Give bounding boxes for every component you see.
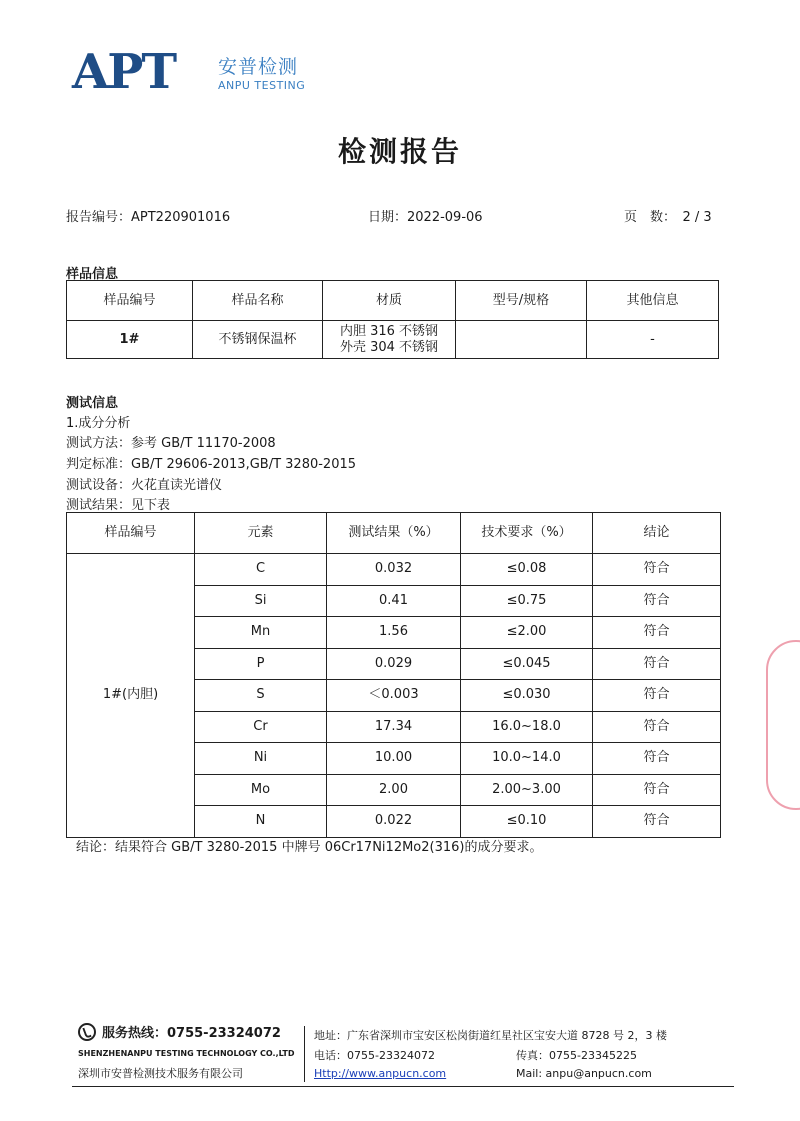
footer-divider: [304, 1026, 305, 1082]
company-name-en: SHENZHENANPU TESTING TECHNOLOGY CO.,LTD: [78, 1049, 295, 1058]
other-info-cell: -: [587, 321, 719, 359]
company-seal-stamp: [766, 640, 800, 810]
logo-cn-name: 安普检测: [218, 56, 299, 78]
header-cell: 测试结果（%）: [327, 513, 461, 554]
test-standard: 判定标准：GB/T 29606-2013,GB/T 3280-2015: [66, 457, 357, 472]
value-cell: 1.56: [327, 617, 461, 649]
element-cell: Mn: [195, 617, 327, 649]
report-number: 报告编号：APT220901016: [66, 210, 231, 225]
header-cell: 材质: [323, 281, 456, 321]
company-logo: [72, 44, 332, 100]
verdict-cell: 符合: [593, 680, 721, 712]
company-email: Mail: anpu@anpucn.com: [516, 1067, 652, 1080]
requirement-cell: 16.0~18.0: [461, 711, 593, 743]
results-table: [66, 512, 721, 838]
element-cell: Cr: [195, 711, 327, 743]
value-cell: 0.41: [327, 585, 461, 617]
header-cell: 样品编号: [67, 513, 195, 554]
sample-name-cell: 不锈钢保温杯: [193, 321, 323, 359]
value-cell: 0.022: [327, 806, 461, 838]
element-cell: C: [195, 554, 327, 586]
verdict-cell: 符合: [593, 711, 721, 743]
material-inner: 内胆 316 不锈钢: [339, 323, 439, 339]
value-cell: 10.00: [327, 743, 461, 775]
requirement-cell: ≤0.030: [461, 680, 593, 712]
table-row: [67, 554, 721, 586]
table-row: [67, 321, 719, 359]
requirement-cell: 2.00~3.00: [461, 774, 593, 806]
table-header-row: [67, 513, 721, 554]
value-cell: 2.00: [327, 774, 461, 806]
company-website-link[interactable]: Http://www.anpucn.com: [314, 1067, 447, 1080]
test-method: 测试方法：参考 GB/T 11170-2008: [66, 436, 276, 451]
sample-id-cell: 1#: [67, 321, 193, 359]
value-cell: 0.032: [327, 554, 461, 586]
requirement-cell: ≤0.045: [461, 648, 593, 680]
model-cell: [456, 321, 587, 359]
table-header-row: [67, 281, 719, 321]
value-cell: ＜0.003: [327, 680, 461, 712]
header-cell: 其他信息: [587, 281, 719, 321]
logo-mark: APT: [72, 44, 176, 100]
company-fax: 传真：0755-23345225: [516, 1049, 637, 1062]
logo-en-name: ANPU TESTING: [218, 79, 306, 92]
requirement-cell: 10.0~14.0: [461, 743, 593, 775]
header-cell: 结论: [593, 513, 721, 554]
element-cell: Si: [195, 585, 327, 617]
hotline-text: 服务热线：0755-23324072: [102, 1026, 281, 1041]
sample-info-heading: 样品信息: [66, 267, 119, 282]
test-result-note: 测试结果：见下表: [66, 498, 171, 513]
company-tel: 电话：0755-23324072: [314, 1049, 435, 1062]
header-cell: 技术要求（%）: [461, 513, 593, 554]
hotline: [78, 1022, 281, 1041]
header-cell: 元素: [195, 513, 327, 554]
phone-icon: [78, 1023, 96, 1041]
requirement-cell: ≤2.00: [461, 617, 593, 649]
requirement-cell: ≤0.75: [461, 585, 593, 617]
element-cell: S: [195, 680, 327, 712]
element-cell: P: [195, 648, 327, 680]
material-outer: 外壳 304 不锈钢: [339, 339, 439, 355]
verdict-cell: 符合: [593, 648, 721, 680]
header-cell: 样品编号: [67, 281, 193, 321]
page-count: 页 数： 2 / 3: [624, 210, 712, 225]
company-name-cn: 深圳市安普检测技术服务有限公司: [78, 1067, 243, 1080]
sample-id-cell: 1#(内胆): [67, 554, 195, 838]
test-info-heading: 测试信息: [66, 396, 119, 411]
element-cell: Mo: [195, 774, 327, 806]
verdict-cell: 符合: [593, 743, 721, 775]
verdict-cell: 符合: [593, 806, 721, 838]
material-cell: [323, 321, 456, 359]
header-cell: 样品名称: [193, 281, 323, 321]
test-item: 1.成分分析: [66, 416, 131, 431]
requirement-cell: ≤0.08: [461, 554, 593, 586]
sample-info-table: [66, 280, 719, 359]
value-cell: 17.34: [327, 711, 461, 743]
conclusion-text: 结论：结果符合 GB/T 3280-2015 中牌号 06Cr17Ni12Mo2(316)的成分要求。: [76, 840, 543, 855]
element-cell: Ni: [195, 743, 327, 775]
verdict-cell: 符合: [593, 617, 721, 649]
verdict-cell: 符合: [593, 585, 721, 617]
company-address: 地址：广东省深圳市宝安区松岗街道红星社区宝安大道 8728 号 2，3 楼: [314, 1029, 667, 1042]
footer-rule: [72, 1086, 734, 1087]
page-title: 检测报告: [337, 135, 462, 168]
element-cell: N: [195, 806, 327, 838]
report-date: 日期：2022-09-06: [368, 210, 483, 225]
test-equipment: 测试设备：火花直读光谱仪: [66, 478, 223, 493]
value-cell: 0.029: [327, 648, 461, 680]
requirement-cell: ≤0.10: [461, 806, 593, 838]
verdict-cell: 符合: [593, 774, 721, 806]
verdict-cell: 符合: [593, 554, 721, 586]
header-cell: 型号/规格: [456, 281, 587, 321]
